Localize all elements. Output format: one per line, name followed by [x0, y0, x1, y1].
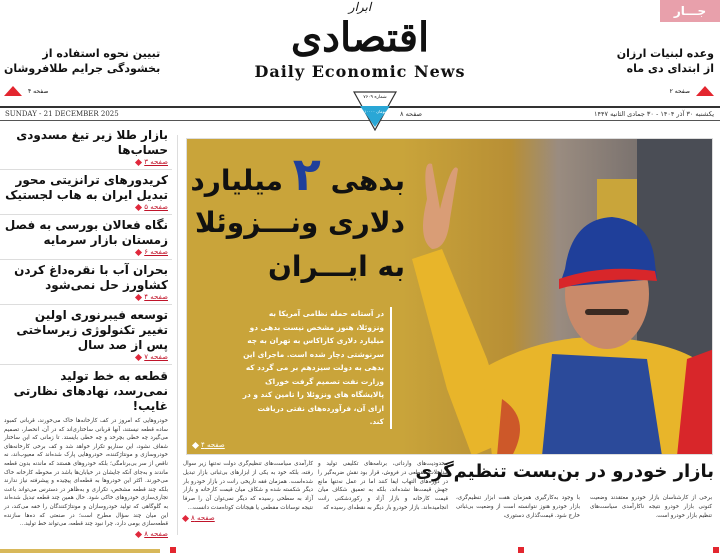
headline-line: به ایـــران	[268, 250, 405, 283]
bottom-marker	[170, 547, 176, 553]
lead-summary: در آستانه حمله نظامی آمریکا به ونزوئلا، هنوز مشخص نیست بدهی دو میلیارد دلاری کاراکاس به تهران به چه سرنوشتی دچار شده است. ماجرای این بدهی به دولت سیزدهم بر می گردد که وزارت نفت تصمیم گرفت خوراک پالایشگاه های ونزوئلا را تامین کند و در ازای آن، فرآورده‌های نفتی دریافت کند.	[242, 307, 392, 429]
diamond-icon	[135, 159, 142, 166]
teaser-line: تبیین نحوه استفاده از	[42, 47, 161, 60]
teaser-line: وعده لبنیات ارزان	[616, 47, 714, 60]
header-left-teaser[interactable]	[4, 46, 160, 76]
lead-photo	[402, 139, 713, 455]
left-teaser-page	[4, 86, 48, 96]
masthead-title: اقتصادی	[290, 14, 430, 61]
sidebar-item-page[interactable]	[4, 248, 168, 257]
page-ref: صفحه ۲	[669, 87, 690, 95]
price: ۱۰۰۰۰ تومان	[364, 109, 386, 114]
sidebar-item-page[interactable]	[4, 158, 168, 167]
page-ref: صفحه ۴	[144, 293, 168, 301]
page-ref: صفحه ۵	[144, 203, 168, 211]
sidebar-item-title: کریدورهای ترانزیتی محور تبدیل ایران به هاب لجستیک	[5, 173, 168, 202]
issue-badge	[353, 91, 397, 131]
lead-story[interactable]	[186, 138, 713, 455]
page-ref: صفحه ۳	[144, 158, 168, 166]
issue-number: شماره ۷۶۰۹	[363, 95, 387, 100]
headline-word: بدهی	[330, 164, 405, 197]
date-persian: یکشنبه ۳۰ آذر ۱۴۰۴ - ۳۰ جمادی الثانیه ۱۴۴۷	[594, 110, 714, 118]
car-article-col3: محدودیت‌های وارداتی، برنامه‌های تکلیفی تولید و مداخلات مقطعی در فروش، قرار بود نقش ضربه‌گیر را در دوره‌های التهاب ایفا کنند اما در عمل نه‌تنها مانع جهش قیمت‌ها نشده‌اند، بلکه به تعمیق شکاف میان قیمت کارخانه و بازار آزاد و رکوردشکنی رانت انجامیده‌اند. بازار خودرو بار دیگر به نقطه‌ای رسیده که	[318, 461, 448, 511]
bottom-marker	[518, 547, 524, 553]
sidebar-item-title: توسعه فیبرنوری اولین تغییر تکنولوژی زیرساختی پس از صد سال	[16, 308, 168, 352]
header-right-teaser[interactable]	[617, 46, 714, 76]
teaser-line: بخشودگی جرایم طلافروشان	[4, 62, 161, 75]
page-ref: صفحه ۷	[144, 353, 168, 361]
masthead-logo	[215, 0, 505, 90]
sidebar-item[interactable]	[0, 215, 172, 260]
sidebar-item[interactable]	[0, 170, 172, 215]
side-article-title: قطعه به خط تولید نمی‌رسد، نهادهای نظارتی غایب!	[13, 369, 168, 413]
right-teaser-page	[670, 86, 714, 96]
sidebar-item-title: بازار طلا زیر تیغ مسدودی حساب‌ها	[16, 128, 168, 157]
side-article-body: خودروهایی که امروز در کف کارخانه‌ها خاک می‌خورند، قربانی کمبود ساده قطعه نیستند، آنها قربانی ساختاری‌اند که در آن، انحصار، تصمیم می‌گیرد چه خطی بچرخد و چه خطی بایستد. تا زمانی که این ساختار شفاف نشود، این سناریو تکرار خواهد شد و کف برخی کارخانه‌های خودروسازی و مونتاژکننده، خودروهایی پارک شده‌اند که معیوب‌اند، نه ناقص از سر بی‌برنامگی؛ بلکه خودروهای هستند که ماندنه بدون قطعه ماندند و به‌جای آنکه جایشان در خیابان‌ها باشد در محوطه کارخانه خاک می‌خورند. اکثر این خودروها به قطعه‌ای پیچیده و پیشرفته نیاز ندارند بلکه چند قطعه مشخص، تکراری و به‌ظاهر در دسترس می‌تواند باعث تجاری‌سازی خودروهای خاکی شود. حال همین چند قطعه تبدیل شده‌اند به گلوگاهی که تولید خودروسازان و مونتاژکنندگان را خفه می‌کند، در این میان چند سؤال مطرح است؛ در صنعتی که ده‌ها سازنده قطعه‌سازی بومی دارد، چرا نبود چند قطعه، می‌تواند خط تولید...	[4, 418, 168, 528]
masthead-english: Daily Economic News	[254, 62, 466, 81]
headline-word: میلیارد	[190, 164, 283, 197]
sidebar	[0, 125, 172, 365]
section-badge: جـــار	[660, 0, 720, 22]
page-ref: صفحه ۴	[28, 87, 49, 95]
car-article-col1: برخی از کارشناسان بازار خودرو معتقدند وضعیت کنونی بازار خودرو نتیجه ناکارآمدی سیاست‌های تنظیم بازار خودرو است.	[590, 495, 712, 520]
sidebar-item-page[interactable]	[4, 203, 168, 212]
page-ref: صفحه ۶	[144, 248, 168, 256]
page-ref: صفحه ۸	[191, 513, 215, 522]
car-article-col4: کارآمدی سیاست‌های تنظیم‌گری دولت نه‌تنها زیر سوال رفته، بلکه خود به یکی از ابزارهای بی‌ثباتی بازار تبدیل شده‌است. همزمان فقه تاریخی رانت در بازار خودرو بار دیگر شکسته شده و شکاف میان قیمت کارخانه و بازار آزاد به سطحی رسیده که دیگر نمی‌توان آن را صرفا نتیجه نوسانات مقطعی یا هیجانات کوتاه‌مدت دانست...	[183, 461, 313, 511]
page-ref: صفحه ۴	[201, 441, 225, 449]
bottom-marker	[713, 547, 719, 553]
diamond-icon	[192, 442, 199, 449]
page-count: ۸ صفحه	[400, 110, 423, 118]
triangle-icon	[696, 86, 714, 96]
diamond-icon	[135, 249, 142, 256]
masthead-small: ابرار	[348, 0, 372, 14]
sidebar-item-title: بحران آب با نقره‌داغ کردن کشاورز حل نمی‌شود	[14, 263, 168, 292]
diamond-icon	[135, 531, 142, 538]
lead-page[interactable]	[193, 441, 225, 450]
side-article-page[interactable]	[4, 530, 168, 539]
diamond-icon	[182, 515, 189, 522]
sidebar-item[interactable]	[0, 305, 172, 365]
lead-headline	[190, 147, 405, 289]
triangle-icon	[4, 86, 22, 96]
page-ref: صفحه ۸	[144, 529, 168, 538]
diamond-icon	[135, 294, 142, 301]
sidebar-item-title: نگاه فعالان بورسی به فصل زمستان بازار سرمایه	[4, 218, 168, 247]
side-article[interactable]	[0, 365, 172, 539]
bottom-ad-strip	[0, 549, 160, 553]
car-article-title[interactable]: بازار خودرو در بن‌بست تنظیم‌گری	[415, 461, 714, 482]
column-divider	[177, 135, 178, 535]
car-article-col2: با وجود به‌کارگیری همزمان هفت ابزار تنظیم‌گری، بازار خودرو هنوز نتوانسته است از وضعیت بی‌ثباتی خارج شود. قیمت‌گذاری دستوری،	[456, 495, 580, 520]
sidebar-item[interactable]	[0, 260, 172, 305]
headline-number: ۲	[292, 147, 321, 201]
sidebar-item-page[interactable]	[4, 293, 168, 302]
car-article-col4-wrap	[183, 460, 313, 523]
diamond-icon	[135, 354, 142, 361]
sidebar-item[interactable]	[0, 125, 172, 170]
teaser-line: از ابتدای دی ماه	[626, 62, 714, 75]
diamond-icon	[135, 204, 142, 211]
date-english: SUNDAY - 21 DECEMBER 2025	[5, 110, 119, 118]
sidebar-item-page[interactable]	[4, 353, 168, 362]
left-column	[0, 125, 172, 539]
car-article-page[interactable]	[183, 514, 313, 523]
headline-line: دلاری ونـــزوئلا	[195, 206, 405, 239]
